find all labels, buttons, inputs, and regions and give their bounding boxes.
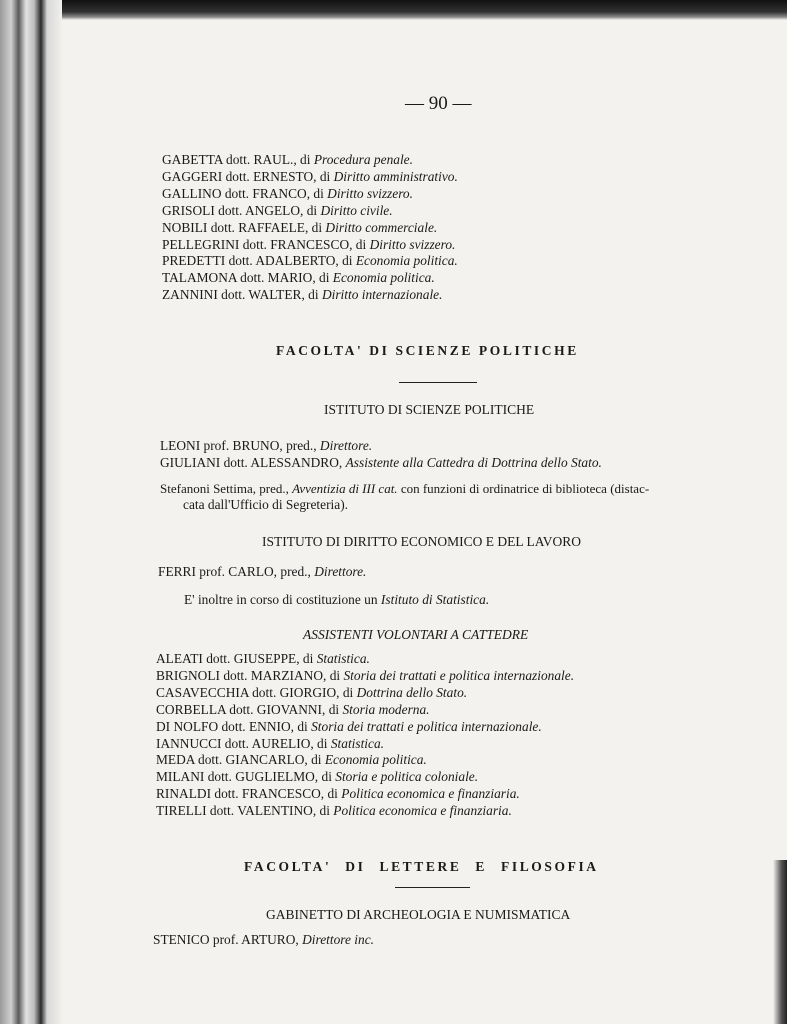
- gabinetto-heading: GABINETTO DI ARCHEOLOGIA E NUMISMATICA: [266, 907, 571, 922]
- scan-binding-edge: [0, 0, 62, 1024]
- list-item: GABETTA dott. RAUL., di Procedura penale.: [162, 152, 413, 167]
- list-item: GRISOLI dott. ANGELO, di Diritto civile.: [162, 203, 393, 218]
- faculty-heading-lettere: FACOLTA' DI LETTERE E FILOSOFIA: [244, 859, 599, 874]
- list-item: ALEATI dott. GIUSEPPE, di Statistica.: [156, 651, 370, 666]
- section-divider: [395, 887, 470, 888]
- institute-heading-diritto: ISTITUTO DI DIRITTO ECONOMICO E DEL LAVORO: [262, 534, 581, 549]
- list-item: CORBELLA dott. GIOVANNI, di Storia moderna.: [156, 702, 430, 717]
- staff-entry: GIULIANI dott. ALESSANDRO, Assistente alla Cattedra di Dottrina dello Stato.: [160, 455, 602, 470]
- list-item: GAGGERI dott. ERNESTO, di Diritto amministrativo.: [162, 169, 458, 184]
- list-item: CASAVECCHIA dott. GIORGIO, di Dottrina dello Stato.: [156, 685, 468, 700]
- assistenti-heading: ASSISTENTI VOLONTARI A CATTEDRE: [303, 627, 529, 642]
- list-item: BRIGNOLI dott. MARZIANO, di Storia dei trattati e politica internazionale.: [156, 668, 575, 683]
- list-item: GALLINO dott. FRANCO, di Diritto svizzero.: [162, 186, 413, 201]
- list-item: TALAMONA dott. MARIO, di Economia politica.: [162, 270, 435, 285]
- staff-entry: FERRI prof. CARLO, pred., Direttore.: [158, 564, 367, 579]
- faculty-heading-politiche: FACOLTA' DI SCIENZE POLITICHE: [276, 343, 579, 358]
- staff-entry: LEONI prof. BRUNO, pred., Direttore.: [160, 438, 373, 453]
- list-item: RINALDI dott. FRANCESCO, di Politica economica e finanziaria.: [156, 786, 520, 801]
- staff-entry: STENICO prof. ARTURO, Direttore inc.: [153, 932, 375, 947]
- scan-top-edge: [0, 0, 787, 20]
- staff-entry-continuation: cata dall'Ufficio di Segreteria).: [183, 497, 349, 512]
- list-item: TIRELLI dott. VALENTINO, di Politica economica e finanziaria.: [156, 803, 512, 818]
- note-statistica: E' inoltre in corso di costituzione un Istituto di Statistica.: [184, 592, 490, 607]
- list-item: PREDETTI dott. ADALBERTO, di Economia politica.: [162, 253, 458, 268]
- list-item: IANNUCCI dott. AURELIO, di Statistica.: [156, 736, 385, 751]
- list-item: PELLEGRINI dott. FRANCESCO, di Diritto svizzero.: [162, 237, 456, 252]
- list-item: NOBILI dott. RAFFAELE, di Diritto commerciale.: [162, 220, 438, 235]
- list-item: ZANNINI dott. WALTER, di Diritto internazionale.: [162, 287, 443, 302]
- staff-entry: Stefanoni Settima, pred., Avventizia di III cat. con funzioni di ordinatrice di biblioteca (distac-: [160, 481, 650, 496]
- scan-right-edge: [773, 860, 787, 1024]
- list-item: MEDA dott. GIANCARLO, di Economia politica.: [156, 752, 427, 767]
- section-divider: [399, 382, 477, 383]
- list-item: MILANI dott. GUGLIELMO, di Storia e politica coloniale.: [156, 769, 479, 784]
- page-number: — 90 —: [405, 93, 472, 114]
- list-item: DI NOLFO dott. ENNIO, di Storia dei trattati e politica internazionale.: [156, 719, 542, 734]
- institute-heading-scienze: ISTITUTO DI SCIENZE POLITICHE: [324, 402, 535, 417]
